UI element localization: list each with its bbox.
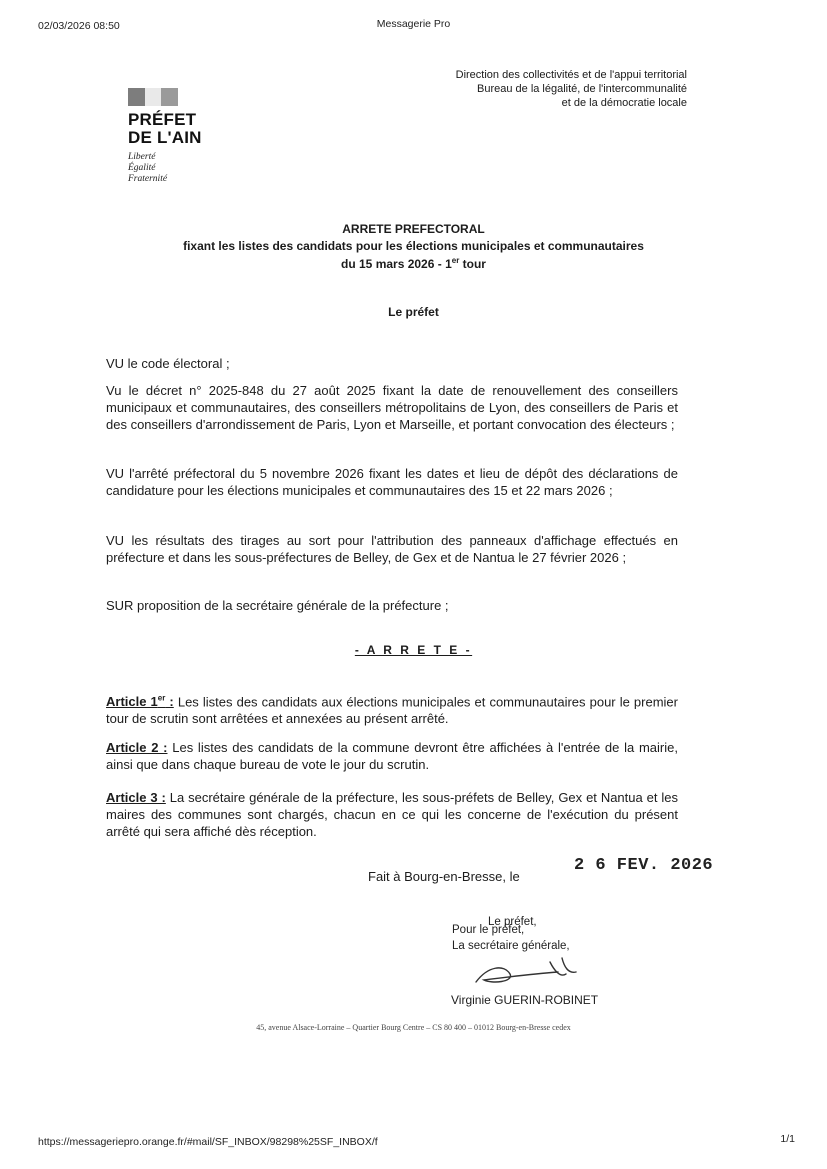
consideration-paragraph: VU les résultats des tirages au sort pour l'attribution des panneaux d'affichage effectués en préfecture et dans les sous-préfectures de Belley, de Gex et de Nantua le 27 février 2026 ; <box>106 533 678 565</box>
prefet-heading: Le préfet <box>388 305 439 319</box>
footer-address: 45, avenue Alsace-Lorraine – Quartier Bourg Centre – CS 80 400 – 01012 Bourg-en-Bresse cedex <box>256 1023 571 1032</box>
place-of-signature: Fait à Bourg-en-Bresse, le <box>368 869 520 884</box>
consideration-paragraph: Vu le décret n° 2025-848 du 27 août 2025 fixant la date de renouvellement des conseillers municipaux et communautaires, des conseillers métropolitains de Lyon, des conseillers de Paris et des conseillers d'arrondissement de Paris, Lyon et Marseille, et portant convocation des électeurs ; <box>106 383 678 432</box>
article-label: Article 2 : <box>106 740 168 755</box>
print-app-name: Messagerie Pro <box>376 18 451 30</box>
article-text: Les listes des candidats de la commune devront être affichées à l'entrée de la mairie, ainsi que dans chaque bureau de vote le jour du scrutin. <box>106 740 678 772</box>
arrete-heading: - A R R E T E - <box>354 643 473 657</box>
article-2 <box>106 739 678 773</box>
signatory-pour: Pour le préfet, <box>452 924 525 936</box>
signatory-prefet: Le préfet, <box>488 916 537 928</box>
print-datetime: 02/03/2026 08:50 <box>38 20 120 32</box>
date-stamp: 2 6 FEV. 2026 <box>574 856 714 875</box>
prefecture-logo <box>128 88 238 185</box>
article-1 <box>106 690 678 727</box>
document-subtitle-date: du 15 mars 2026 - 1er tour <box>341 256 486 271</box>
logo-motto: Liberté Égalité Fraternité <box>128 152 168 184</box>
document-subtitle: fixant les listes des candidats pour les élections municipales et communautaires <box>183 239 644 253</box>
print-page-number: 1/1 <box>780 1133 795 1145</box>
handwritten-signature <box>470 952 580 992</box>
article-label: Article 1er : <box>106 694 174 710</box>
print-url: https://messageriepro.orange.fr/#mail/SF_INBOX/98298%25SF_INBOX/f <box>38 1136 378 1148</box>
consideration-paragraph: VU le code électoral ; <box>106 356 230 371</box>
marianne-flag-icon <box>128 88 178 106</box>
document-title: ARRETE PREFECTORAL <box>342 222 485 236</box>
logo-title: PRÉFET DE L'AIN <box>128 110 202 147</box>
article-3 <box>106 789 678 840</box>
article-text: La secrétaire générale de la préfecture, les sous-préfets de Belley, Gex et Nantua et les maires des communes sont chargés, chacun en ce qui les concerne de l'exécution du présent arrêté qui sera affiché dès réception. <box>106 790 679 839</box>
article-text: Les listes des candidats aux élections municipales et communautaires pour le premier tour de scrutin sont arrêtées et annexées au présent arrêté. <box>106 694 678 727</box>
proposal-paragraph: SUR proposition de la secrétaire générale de la préfecture ; <box>106 598 449 613</box>
issuing-direction: Direction des collectivités et de l'appui territorial Bureau de la légalité, de l'intercommunalité et de la démocratie locale <box>455 69 687 109</box>
consideration-paragraph: VU l'arrêté préfectoral du 5 novembre 2026 fixant les dates et lieu de dépôt des déclarations de candidature pour les élections municipales et communautaires des 15 et 22 mars 2026 ; <box>106 466 678 498</box>
article-label: Article 3 : <box>106 790 166 805</box>
signer-name: Virginie GUERIN-ROBINET <box>451 993 599 1007</box>
signatory-role: La secrétaire générale, <box>452 940 570 952</box>
